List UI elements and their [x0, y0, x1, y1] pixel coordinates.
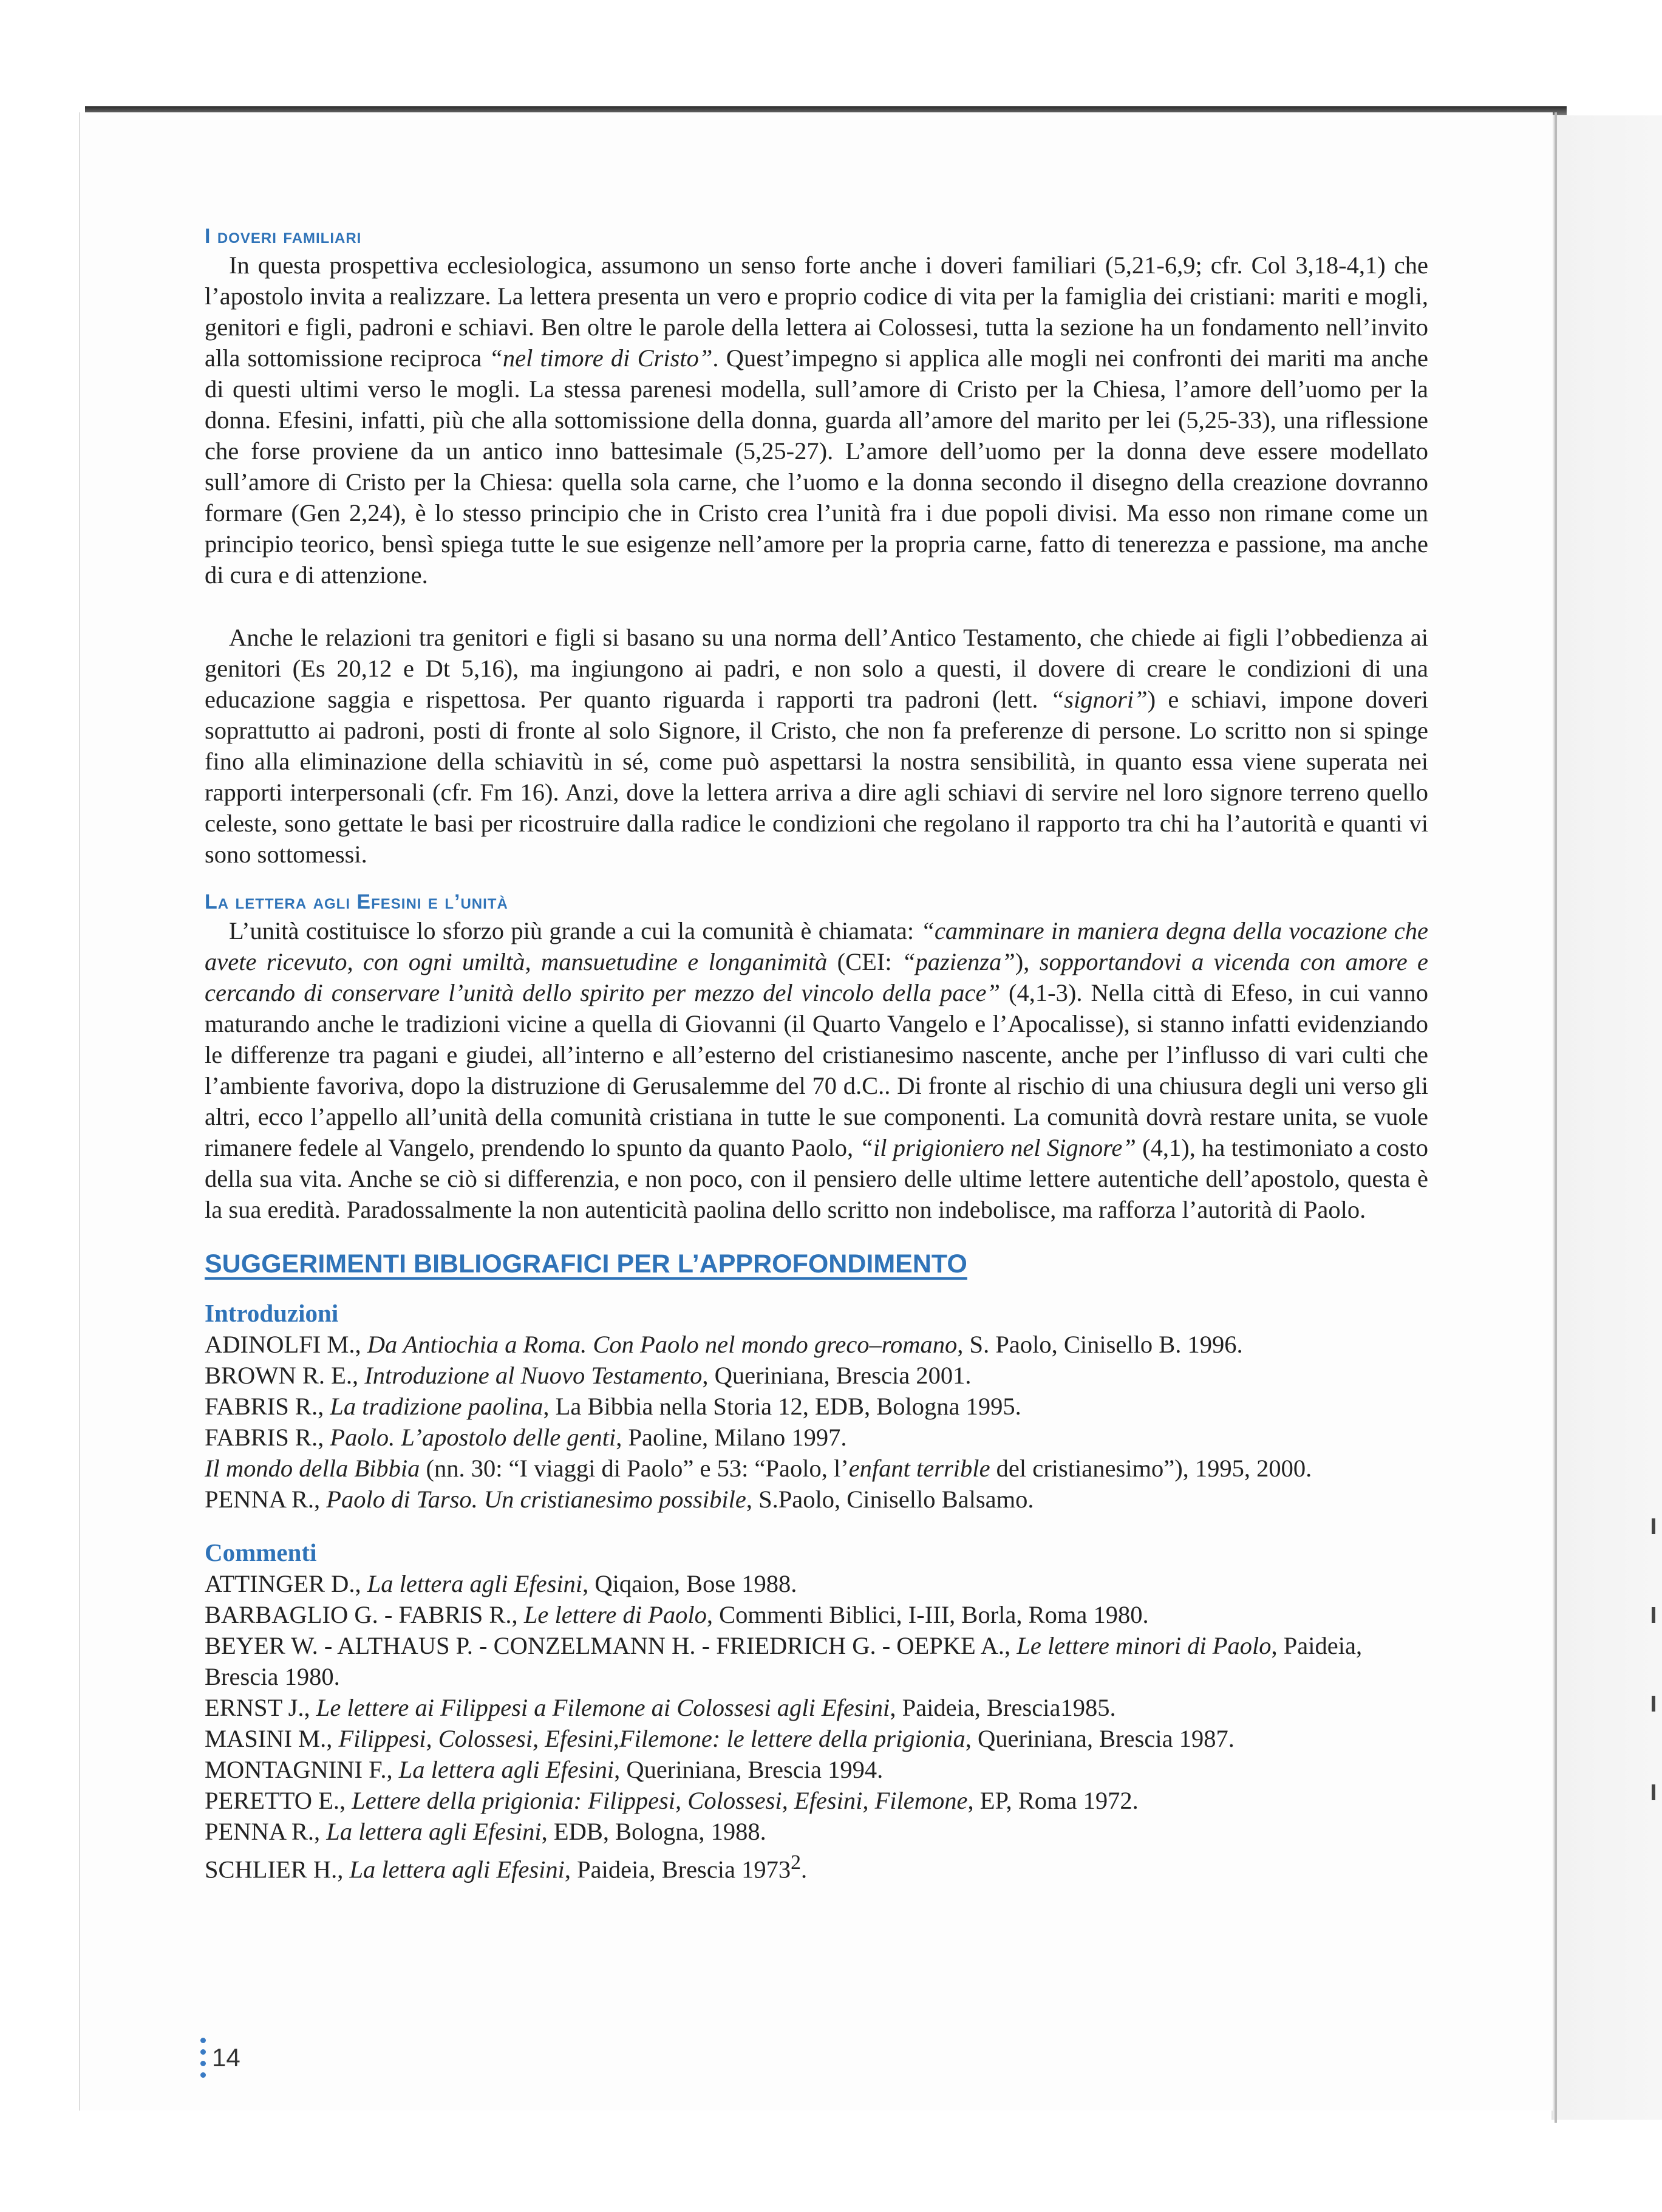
bibliography-entry: BEYER W. - ALTHAUS P. - CONZELMANN H. - FRIEDRICH G. - OEPKE A., Le lettere minori di Paolo, Paideia, Brescia 1980.	[205, 1632, 1363, 1690]
bibliography-sub-introduzioni: Introduzioni	[205, 1299, 339, 1327]
paragraph-genitori-figli: Anche le relazioni tra genitori e figli si basano su una norma dell’Antico Testamento, che chiede ai figli l’obbedienza ai genitori (Es 20,12 e Dt 5,16), ma ingiungono ai padri, e non solo a questi, il dovere di creare le condizioni di una educazione saggia e rispettosa. Per quanto riguarda i rapporti tra padroni (lett. “signori”) e schiavi, impone doveri soprattutto ai padroni, posti di fronte al solo Signore, il Cristo, che non fa preferenze di persone. Lo scritto non si spinge fino alla eliminazione della schiavitù in sé, come può aspettarsi la nostra sensibilità, in quanto essa viene superata nei rapporti interpersonali (cfr. Fm 16). Anzi, dove la lettera arriva a dire agli schiavi di servire nel loro signore terreno quello celeste, sono gettate le basi per ricostruire dalla radice le condizioni che regolano il rapporto tra chi ha l’autorità e quanti vi sono sottomessi.	[205, 624, 1428, 868]
page-footer	[200, 2038, 240, 2078]
bibliography-entry: MONTAGNINI F., La lettera agli Efesini, Queriniana, Brescia 1994.	[205, 1756, 884, 1783]
adjacent-page-edge	[1551, 115, 1662, 2120]
bibliography-entry: PENNA R., Paolo di Tarso. Un cristianesimo possibile, S.Paolo, Cinisello Balsamo.	[205, 1486, 1034, 1513]
bibliography-entry: BROWN R. E., Introduzione al Nuovo Testamento, Queriniana, Brescia 2001.	[205, 1362, 972, 1389]
adjacent-page-marks	[1652, 1518, 1658, 1944]
page-number: 14	[212, 2043, 240, 2072]
bibliography-list-introduzioni	[205, 1329, 1428, 1515]
paragraph-unita: L’unità costituisce lo sforzo più grande a cui la comunità è chiamata: “camminare in maniera degna della vocazione che avete ricevuto, con ogni umiltà, mansuetudine e longanimità (CEI: “pazienza”), sopportandovi a vicenda con amore e cercando di conservare l’unità dello spirito per mezzo del vincolo della pace” (4,1-3). Nella città di Efeso, in cui vanno maturando anche le tradizioni vicine a quella di Giovanni (il Quarto Vangelo e l’Apocalisse), si stanno infatti evidenziando le differenze tra pagani e giudei, all’interno e all’esterno del cristianesimo nascente, anche per l’influsso di vari culti che l’ambiente favoriva, dopo la distruzione di Gerusalemme del 70 d.C.. Di fronte al rischio di una chiusura degli uni verso gli altri, ecco l’appello all’unità della comunità cristiana in tutte le sue componenti. La comunità dovrà restare unita, se vuole rimanere fedele al Vangelo, prendendo lo spunto da quanto Paolo, “il prigioniero nel Signore” (4,1), ha testimoniato a costo della sua vita. Anche se ciò si differenzia, e non poco, con il pensiero delle ultime lettere autentiche dell’apostolo, questa è la sua eredità. Paradossalmente la non autenticità paolina dello scritto non indebolisce, ma rafforza l’autorità di Paolo.	[205, 917, 1429, 1223]
bibliography-entry: ADINOLFI M., Da Antiochia a Roma. Con Paolo nel mondo greco–romano, S. Paolo, Cinisello B. 1996.	[205, 1331, 1243, 1358]
folio-dots	[200, 2038, 206, 2078]
bibliography-entry: MASINI M., Filippesi, Colossesi, Efesini,Filemone: le lettere della prigionia, Queriniana, Brescia 1987.	[205, 1725, 1235, 1752]
bibliography-sub-commenti: Commenti	[205, 1538, 317, 1566]
bibliography-entry: PERETTO E., Lettere della prigionia: Filippesi, Colossesi, Efesini, Filemone, EP, Roma 1972.	[205, 1787, 1139, 1814]
bibliography-entry: FABRIS R., La tradizione paolina, La Bibbia nella Storia 12, EDB, Bologna 1995.	[205, 1393, 1021, 1420]
bibliography-entry: ATTINGER D., La lettera agli Efesini, Qiqaion, Bose 1988.	[205, 1570, 797, 1597]
bibliography-list-commenti	[205, 1568, 1428, 1885]
section-heading-unita: La lettera agli Efesini e l’unità	[205, 890, 508, 913]
bibliography-entry: FABRIS R., Paolo. L’apostolo delle genti, Paoline, Milano 1997.	[205, 1424, 847, 1451]
bibliography-entry: Il mondo della Bibbia (nn. 30: “I viaggi di Paolo” e 53: “Paolo, l’enfant terrible del cristianesimo”), 1995, 2000.	[205, 1455, 1312, 1482]
page-fold-line	[1555, 112, 1557, 2123]
bibliography-entry: PENNA R., La lettera agli Efesini, EDB, Bologna, 1988.	[205, 1818, 766, 1845]
bibliography-entry: SCHLIER H., La lettera agli Efesini, Paideia, Brescia 1973$^2$.	[205, 1851, 808, 1883]
bibliography-entry: ERNST J., Le lettere ai Filippesi a Filemone ai Colossesi agli Efesini, Paideia, Brescia1985.	[205, 1694, 1116, 1721]
bibliography-title: SUGGERIMENTI BIBLIOGRAFICI PER L’APPROFONDIMENTO	[205, 1249, 967, 1278]
bibliography-entry: BARBAGLIO G. - FABRIS R., Le lettere di Paolo, Commenti Biblici, I-III, Borla, Roma 1980.	[205, 1601, 1149, 1628]
section-heading-doveri-familiari: I doveri familiari	[205, 225, 362, 248]
page-content	[205, 225, 1428, 1885]
paragraph-doveri-familiari: In questa prospettiva ecclesiologica, assumono un senso forte anche i doveri familiari (5,21-6,9; cfr. Col 3,18-4,1) che l’apostolo invita a realizzare. La lettera presenta un vero e proprio codice di vita per la famiglia dei cristiani: mariti e mogli, genitori e figli, padroni e schiavi. Ben oltre le parole della lettera ai Colossesi, tutta la sezione ha un fondamento nell’invito alla sottomissione reciproca “nel timore di Cristo”. Quest’impegno si applica alle mogli nei confronti dei mariti ma anche di questi ultimi verso le mogli. La stessa parenesi modella, sull’amore di Cristo per la Chiesa, l’amore dell’uomo per la donna. Efesini, infatti, più che alla sottomissione della donna, guarda all’amore del marito per lei (5,25-33), una riflessione che forse proviene da un antico inno battesimale (5,25-27). L’amore dell’uomo per la donna deve essere modellato sull’amore di Cristo per la Chiesa: quella sola carne, che l’uomo e la donna secondo il disegno della creazione dovranno formare (Gen 2,24), è lo stesso principio che in Cristo crea l’unità fra i due popoli divisi. Ma esso non rimane come un principio teorico, bensì spiega tutte le sue esigenze nell’amore per la propria carne, fatto di tenerezza e passione, ma anche di cura e di attenzione.	[205, 251, 1429, 589]
